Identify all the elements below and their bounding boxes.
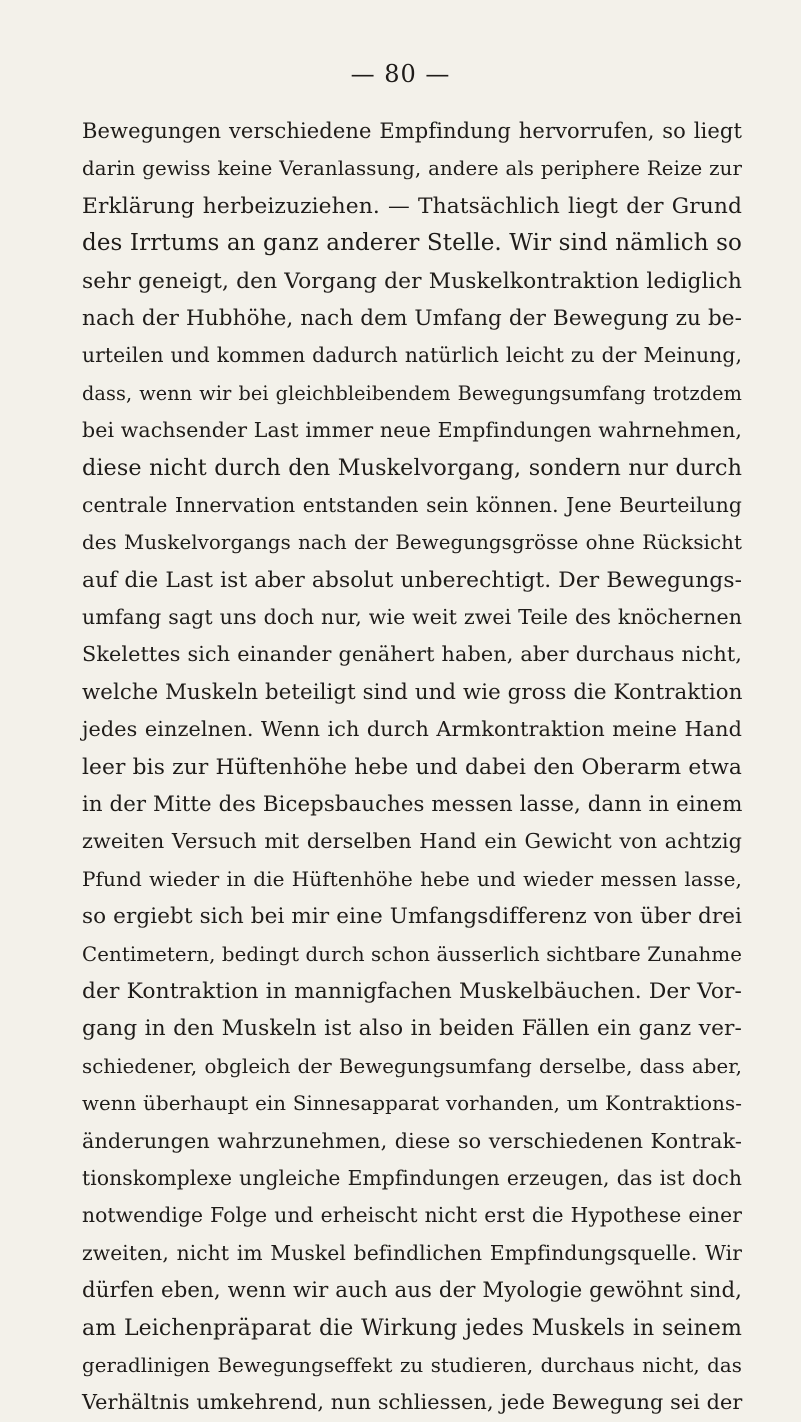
text-line: nach der Hubhöhe, nach dem Umfang der Bewegung zu be- xyxy=(82,305,742,331)
text-line: in der Mitte des Bicepsbauches messen lasse, dann in einem xyxy=(82,792,743,818)
text-line: gang in den Muskeln ist also in beiden Fällen ein ganz ver- xyxy=(82,1016,742,1042)
text-line: dass, wenn wir bei gleichbleibendem Bewegungsumfang trotzdem xyxy=(82,381,742,405)
text-line: auf die Last ist aber absolut unberechtigt. Der Bewegungs- xyxy=(82,567,743,593)
text-line: darin gewiss keine Veranlassung, andere als periphere Reize zur xyxy=(82,157,742,181)
text-line: Erklärung herbeizuziehen. — Thatsächlich liegt der Grund xyxy=(82,193,742,219)
text-line: bei wachsender Last immer neue Empfindungen wahrnehmen, xyxy=(82,418,742,443)
text-line: schiedener, obgleich der Bewegungsumfang derselbe, dass aber, xyxy=(82,1054,742,1078)
text-line: Skelettes sich einander genähert haben, aber durchaus nicht, xyxy=(82,642,742,667)
text-line: leer bis zur Hüftenhöhe hebe und dabei den Oberarm etwa xyxy=(82,754,742,780)
text-line: jedes einzelnen. Wenn ich durch Armkontraktion meine Hand xyxy=(82,717,742,742)
text-line: geradlinigen Bewegungseffekt zu studieren, durchaus nicht, das xyxy=(82,1353,742,1377)
text-line: so ergiebt sich bei mir eine Umfangsdifferenz von über drei xyxy=(82,904,742,930)
text-line: wenn überhaupt ein Sinnesapparat vorhanden, um Kontraktions- xyxy=(82,1092,742,1116)
text-line: des Muskelvorgangs nach der Bewegungsgrösse ohne Rücksicht xyxy=(82,531,742,555)
text-line: diese nicht durch den Muskelvorgang, sondern nur durch xyxy=(82,454,742,481)
text-line: Pfund wieder in die Hüftenhöhe hebe und wieder messen lasse, xyxy=(82,866,742,891)
text-line: änderungen wahrzunehmen, diese so verschiedenen Kontrak- xyxy=(82,1128,742,1153)
text-line: zweiten, nicht im Muskel befindlichen Empfindungsquelle. Wir xyxy=(82,1240,742,1265)
text-line: Centimetern, bedingt durch schon äusserlich sichtbare Zunahme xyxy=(82,942,742,966)
body-text xyxy=(82,113,742,1422)
text-line: umfang sagt uns doch nur, wie weit zwei Teile des knöchernen xyxy=(82,605,742,630)
page-number: — 80 — xyxy=(350,60,451,88)
text-line: dürfen eben, wenn wir auch aus der Myologie gewöhnt sind, xyxy=(82,1278,743,1304)
text-line: welche Muskeln beteiligt sind und wie gross die Kontraktion xyxy=(82,679,743,705)
text-line: der Kontraktion in mannigfachen Muskelbäuchen. Der Vor- xyxy=(82,978,742,1004)
text-line: Bewegungen verschiedene Empfindung hervorrufen, so liegt xyxy=(82,119,742,143)
text-line: am Leichenpräparat die Wirkung jedes Muskels in seinem xyxy=(82,1315,742,1341)
text-line: zweiten Versuch mit derselben Hand ein Gewicht von achtzig xyxy=(82,829,742,854)
text-line: centrale Innervation entstanden sein können. Jene Beurteilung xyxy=(82,492,742,517)
text-line: tionskomplexe ungleiche Empfindungen erzeugen, das ist doch xyxy=(82,1165,742,1190)
text-line: notwendige Folge und erheischt nicht erst die Hypothese einer xyxy=(82,1203,742,1228)
text-line: des Irrtums an ganz anderer Stelle. Wir sind nämlich so xyxy=(82,230,742,257)
text-line: Verhältnis umkehrend, nun schliessen, jede Bewegung sei der xyxy=(82,1390,743,1415)
text-line: urteilen und kommen dadurch natürlich leicht zu der Meinung, xyxy=(82,343,742,368)
text-line: sehr geneigt, den Vorgang der Muskelkontraktion lediglich xyxy=(82,268,742,294)
